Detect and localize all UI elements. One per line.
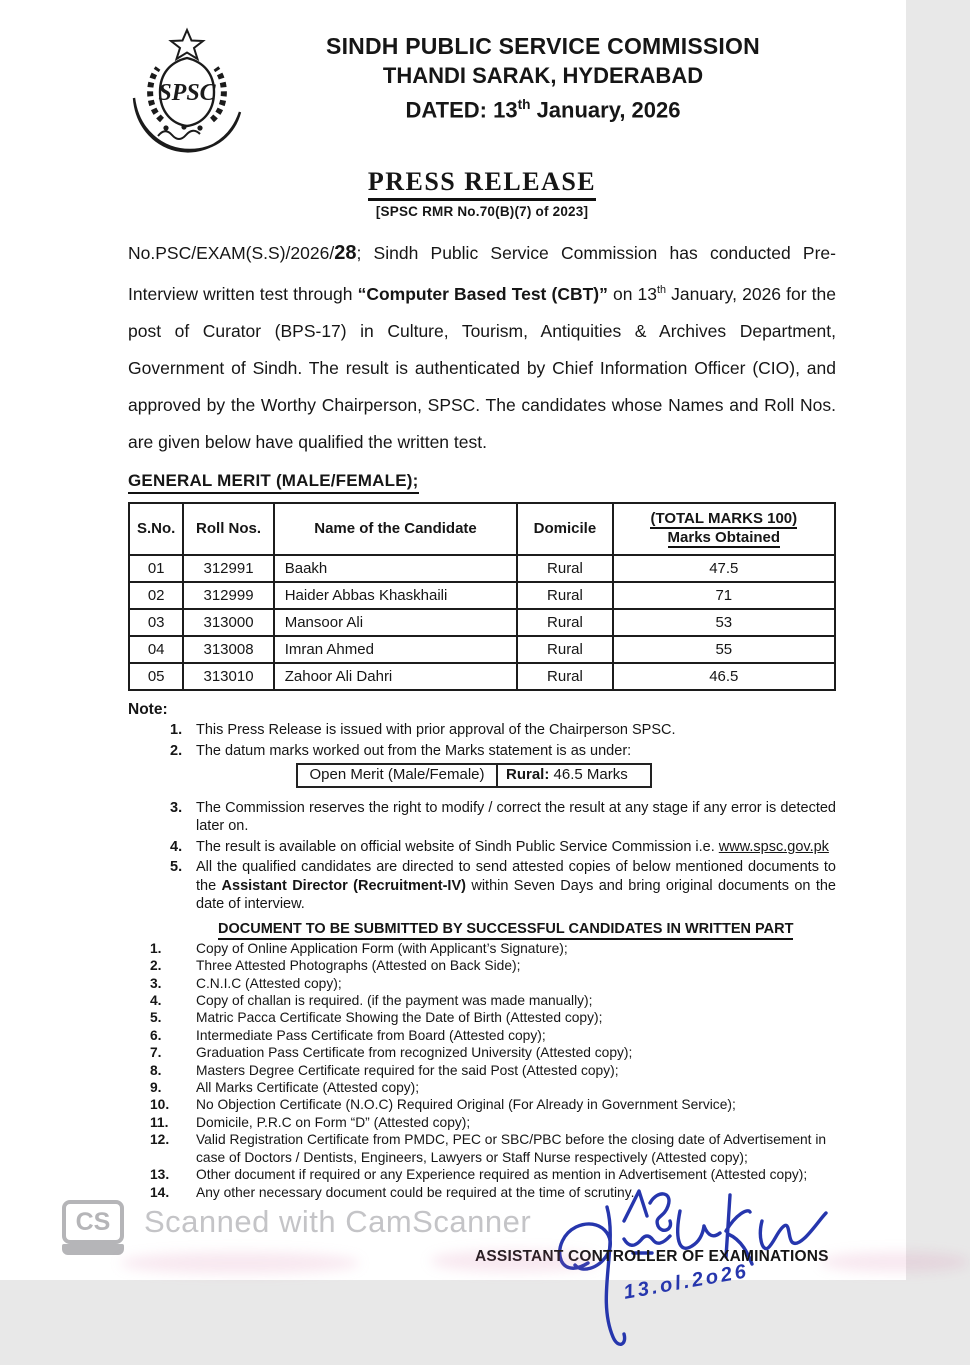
doc-number: 1. xyxy=(150,940,162,956)
datum-rural xyxy=(498,765,650,786)
doc-text: Copy of Online Application Form (with Applicant’s Signature); xyxy=(196,940,568,956)
list-item xyxy=(150,957,836,974)
documents-heading-text: DOCUMENT TO BE SUBMITTED BY SUCCESSFUL CANDIDATES IN WRITTEN PART xyxy=(218,921,793,940)
logo-text: SPSC xyxy=(158,80,216,106)
list-item xyxy=(150,1044,836,1061)
doc-text: Any other necessary document could be required at the time of scrutiny. xyxy=(196,1184,635,1200)
doc-number: 7. xyxy=(150,1045,162,1061)
camscanner-watermark xyxy=(62,1200,531,1244)
cell-roll: 313000 xyxy=(183,609,273,636)
col-header-domicile: Domicile xyxy=(517,503,612,555)
cell-marks: 55 xyxy=(613,636,835,663)
note-text: The Commission reserves the right to modify / correct the result at any stage if any error is detected later on. xyxy=(196,799,836,835)
body-date-ordinal: th xyxy=(657,284,667,296)
datum-open-merit: Open Merit (Male/Female) xyxy=(298,765,498,786)
cell-sno: 02 xyxy=(129,582,183,609)
camscanner-icon-tab xyxy=(62,1244,124,1255)
letterhead xyxy=(128,26,836,163)
cell-marks: 71 xyxy=(613,582,835,609)
cell-marks: 46.5 xyxy=(613,663,835,690)
doc-number: 8. xyxy=(150,1062,162,1078)
handwritten-date: 13.ol.2o26 xyxy=(621,1260,751,1304)
doc-text: Other document if required or any Experience required as mention in Advertisement (Attested copy); xyxy=(196,1167,808,1183)
list-item xyxy=(150,940,836,957)
marks-header-line2: Marks Obtained xyxy=(667,528,781,546)
cell-sno: 03 xyxy=(129,609,183,636)
doc-number: 10. xyxy=(150,1097,170,1113)
notes-heading: Note: xyxy=(128,700,168,718)
cell-name: Imran Ahmed xyxy=(274,636,518,663)
press-release-block xyxy=(128,167,836,219)
note-text: The datum marks worked out from the Marks statement is as under: xyxy=(196,742,632,759)
note-number: 5. xyxy=(170,859,183,876)
marks-header-line1: (TOTAL MARKS 100) xyxy=(650,509,798,527)
note-number: 2. xyxy=(170,742,183,759)
body-paragraph xyxy=(128,235,836,461)
cell-roll: 313010 xyxy=(183,663,273,690)
cell-domicile: Rural xyxy=(517,609,612,636)
datum-rural-value: 46.5 Marks xyxy=(549,766,628,784)
doc-text: Domicile, P.R.C on Form “D” (Attested copy); xyxy=(196,1114,471,1130)
press-release-title: PRESS RELEASE xyxy=(368,167,596,201)
list-item xyxy=(150,1009,836,1026)
body-seg3: January, 2026 for the post of Curator (BPS-17) in Culture, Tourism, Antiquities & Archives Department, Government of Sindh. The result is authenticated by Chief Information Officer (CIO), and approved by the Worthy Chairperson, SPSC. The candidates whose Names and Roll Nos. are given below have qualified the written test. xyxy=(128,283,836,452)
table-row xyxy=(129,609,835,636)
cell-roll: 312991 xyxy=(183,555,273,582)
org-name: SINDH PUBLIC SERVICE COMMISSION xyxy=(326,33,760,59)
doc-text: Valid Registration Certificate from PMDC, PEC or SBC/PBC before the closing date of Advertisement in case of Doctors / Dentists, Engineers, Lawyers or Staff Nurse respectively (Attested copy); xyxy=(196,1132,827,1165)
datum-rural-label: Rural: xyxy=(506,766,550,784)
camscanner-icon xyxy=(62,1200,124,1244)
doc-number: 11. xyxy=(150,1114,169,1130)
merit-section-heading xyxy=(128,471,836,494)
org-address: THANDI SARAK, HYDERABAD xyxy=(382,63,704,88)
date-prefix: DATED: 13 xyxy=(405,97,518,123)
notes-section xyxy=(128,701,836,914)
cell-name: Baakh xyxy=(274,555,518,582)
doc-number: 9. xyxy=(150,1080,162,1096)
note-number: 4. xyxy=(170,838,183,855)
doc-number: 13. xyxy=(150,1167,170,1183)
list-item xyxy=(150,1062,836,1079)
note5-prefix: All the qualified candidates are directed to send attested copies of below mentioned documents to the xyxy=(196,859,836,894)
cell-domicile: Rural xyxy=(517,582,612,609)
camscanner-icon-letters: CS xyxy=(75,1207,111,1236)
spsc-emblem-icon xyxy=(128,28,246,158)
doc-number: 3. xyxy=(150,975,162,991)
doc-number: 4. xyxy=(150,993,162,1009)
table-row xyxy=(129,663,835,690)
signatory-title: ASSISTANT CONTROLLER OF EXAMINATIONS xyxy=(475,1247,829,1265)
doc-text: C.N.I.C (Attested copy); xyxy=(196,975,342,991)
cell-marks: 47.5 xyxy=(613,555,835,582)
doc-text: Matric Pacca Certificate Showing the Date of Birth (Attested copy); xyxy=(196,1010,603,1026)
date-suffix: January, 2026 xyxy=(530,97,681,123)
merit-table xyxy=(128,502,836,691)
merit-heading-text: GENERAL MERIT (MALE/FEMALE); xyxy=(128,471,419,494)
cell-sno: 05 xyxy=(129,663,183,690)
doc-text: Copy of challan is required. (if the payment was made manually); xyxy=(196,993,593,1009)
scan-artifact-smudge xyxy=(820,1252,970,1272)
list-item xyxy=(150,1027,836,1044)
cell-sno: 04 xyxy=(129,636,183,663)
body-seg1: ; Sindh Public Service Commission has conducted Pre-Interview written test through xyxy=(128,243,836,304)
note-number: 3. xyxy=(170,799,183,816)
cell-name: Mansoor Ali xyxy=(274,609,518,636)
documents-section xyxy=(128,920,836,1201)
note-number: 1. xyxy=(170,722,183,739)
list-item xyxy=(150,992,836,1009)
list-item xyxy=(150,1079,836,1096)
camscanner-text: Scanned with CamScanner xyxy=(144,1204,532,1239)
list-item xyxy=(150,1131,836,1166)
list-item xyxy=(150,1114,836,1131)
date-ordinal: th xyxy=(517,97,531,112)
note4-prefix: The result is available on official website of Sindh Public Service Commission i.e. xyxy=(196,838,719,855)
doc-text: Masters Degree Certificate required for the said Post (Attested copy); xyxy=(196,1062,619,1078)
col-header-marks xyxy=(613,503,835,555)
note-item-3 xyxy=(170,799,836,836)
note-text xyxy=(196,858,836,914)
note-item-2 xyxy=(170,742,836,761)
cell-roll: 313008 xyxy=(183,636,273,663)
table-row xyxy=(129,636,835,663)
note-text: This Press Release is issued with prior approval of the Chairperson SPSC. xyxy=(196,722,676,739)
list-item xyxy=(150,975,836,992)
list-item xyxy=(150,1166,836,1183)
doc-text: All Marks Certificate (Attested copy); xyxy=(196,1080,420,1096)
col-header-name: Name of the Candidate xyxy=(274,503,518,555)
cell-domicile: Rural xyxy=(517,636,612,663)
merit-table-header-row xyxy=(129,503,835,555)
cell-roll: 312999 xyxy=(183,582,273,609)
note-item-5 xyxy=(170,858,836,914)
cell-marks: 53 xyxy=(613,609,835,636)
letterhead-text xyxy=(250,26,836,125)
note-item-4 xyxy=(170,838,836,857)
datum-marks-box xyxy=(296,763,652,788)
cell-name: Zahoor Ali Dahri xyxy=(274,663,518,690)
ref-number: 28 xyxy=(334,242,357,264)
col-header-roll: Roll Nos. xyxy=(183,503,273,555)
doc-number: 6. xyxy=(150,1027,162,1043)
table-row xyxy=(129,555,835,582)
scan-artifact-smudge xyxy=(430,1250,600,1272)
body-seg2: on 13 xyxy=(607,283,658,304)
cell-domicile: Rural xyxy=(517,663,612,690)
org-date xyxy=(250,90,836,125)
cell-domicile: Rural xyxy=(517,555,612,582)
doc-number: 14. xyxy=(150,1184,170,1200)
doc-number: 5. xyxy=(150,1010,162,1026)
list-item xyxy=(150,1096,836,1113)
col-header-sno: S.No. xyxy=(129,503,183,555)
ref-prefix: No.PSC/EXAM(S.S)/2026/ xyxy=(128,243,335,263)
doc-number: 12. xyxy=(150,1132,170,1148)
doc-text: No Objection Certificate (N.O.C) Required Original (For Already in Government Service); xyxy=(196,1097,736,1113)
doc-text: Intermediate Pass Certificate from Board (Attested copy); xyxy=(196,1027,546,1043)
doc-text: Graduation Pass Certificate from recognized University (Attested copy); xyxy=(196,1045,633,1061)
note-text xyxy=(196,838,836,857)
note-item-1 xyxy=(170,721,836,740)
spsc-website-link: www.spsc.gov.pk xyxy=(718,838,829,855)
note5-suffix: within Seven Days and bring original documents on the date of interview. xyxy=(196,877,836,913)
spsc-emblem-logo xyxy=(128,28,250,163)
documents-heading xyxy=(218,920,836,940)
note5-bold: Assistant Director (Recruitment-IV) xyxy=(221,877,466,894)
table-row xyxy=(129,582,835,609)
doc-text: Three Attested Photographs (Attested on Back Side); xyxy=(196,958,521,974)
doc-number: 2. xyxy=(150,958,162,974)
cell-sno: 01 xyxy=(129,555,183,582)
scan-artifact-smudge xyxy=(120,1252,360,1274)
cell-name: Haider Abbas Khaskhaili xyxy=(274,582,518,609)
press-release-reference: [SPSC RMR No.70(B)(7) of 2023] xyxy=(375,204,589,219)
body-bold-cbt: “Computer Based Test (CBT)” xyxy=(357,283,608,304)
